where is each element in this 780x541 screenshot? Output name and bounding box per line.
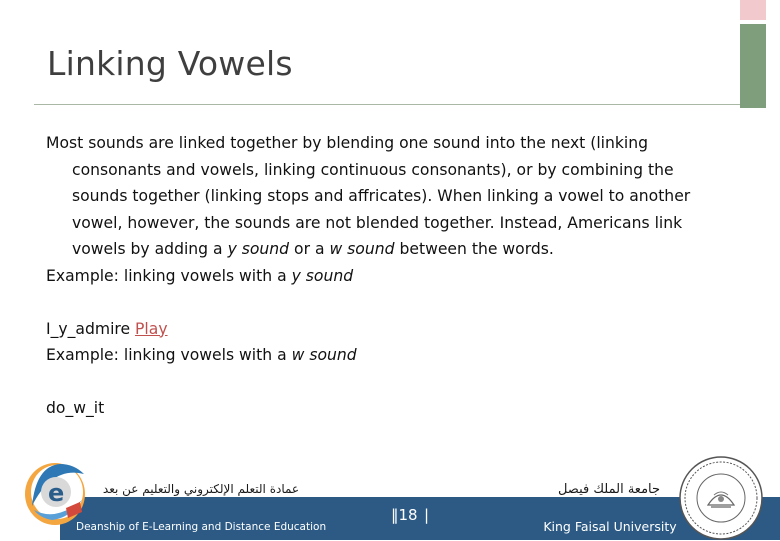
page-number-bracket: | (424, 506, 430, 524)
example-w-em: w sound (291, 346, 357, 364)
audio-w-line (46, 395, 726, 422)
corner-accent-green (740, 24, 766, 108)
example-w-heading (46, 342, 726, 369)
intro-text-1: Most sounds are linked together by blending one sound into the next (linking consonants and vowels, linking continuous consonants), or by combining the sounds together (linking stops and affricates). When linking a vowel to another vowel, however, the sounds are not blended together. Instead, Americans link vowels by adding a (46, 134, 691, 258)
intro-em-w-sound: w sound (329, 240, 395, 258)
audio-y-line (46, 316, 726, 343)
slide-title: Linking Vowels (47, 44, 293, 83)
example-w-prefix: Example: linking vowels with a (46, 346, 292, 364)
title-divider (34, 104, 740, 105)
audio-w-phrase: do_w_it (46, 399, 105, 417)
example-y-heading (46, 263, 726, 290)
corner-accent-pink (740, 0, 766, 20)
university-seal-icon (678, 455, 764, 541)
intro-text-2: or a (289, 240, 330, 258)
play-audio-link[interactable]: Play (135, 319, 168, 338)
e-learning-logo-icon (22, 456, 92, 528)
spacer (46, 289, 726, 316)
spacer (46, 369, 726, 396)
deanship-arabic: عمادة التعلم الإلكتروني والتعليم عن بعد (102, 482, 300, 496)
page-number-value: 18 (398, 506, 418, 524)
university-arabic: جامعة الملك فيصل (557, 482, 661, 497)
intro-paragraph (46, 130, 726, 263)
slide-body (46, 130, 726, 422)
intro-text-3: between the words. (394, 240, 554, 258)
svg-text:e: e (48, 479, 65, 507)
university-english: King Faisal University (543, 519, 677, 534)
example-y-prefix: Example: linking vowels with a (46, 266, 292, 285)
audio-y-phrase: I_y_admire (46, 319, 131, 338)
deanship-english: Deanship of E-Learning and Distance Education (76, 521, 327, 533)
intro-em-y-sound: y sound (227, 240, 290, 258)
page-number: ‖18 (391, 506, 418, 524)
example-y-em: y sound (291, 266, 354, 285)
